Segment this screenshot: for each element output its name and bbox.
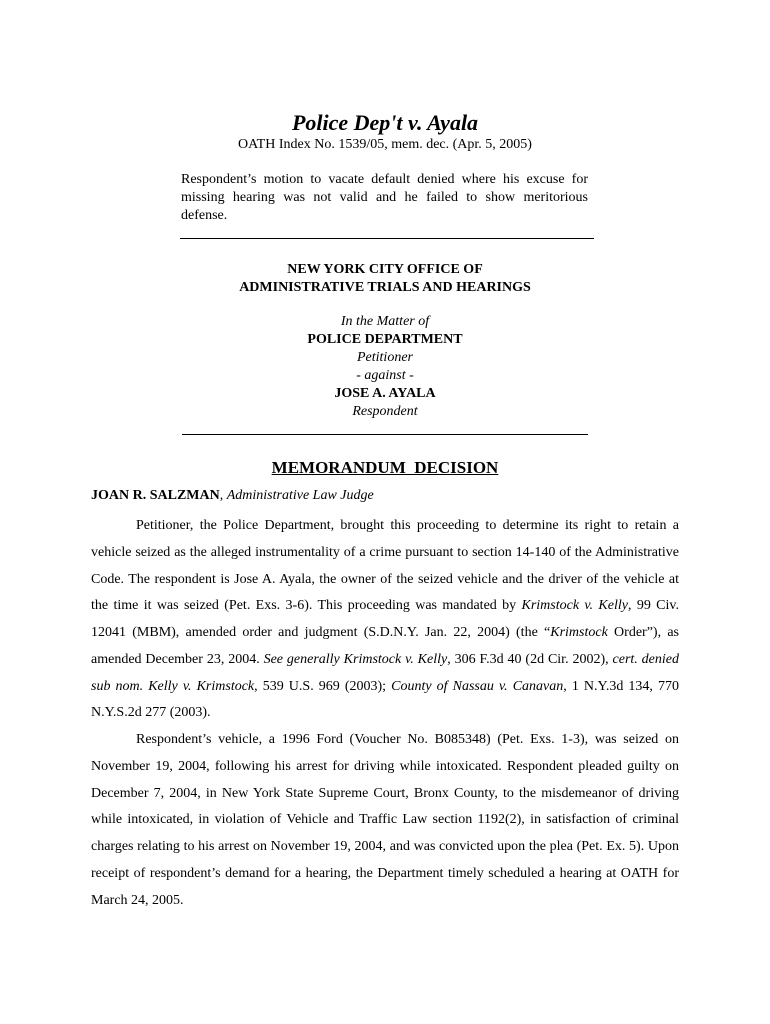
paragraph [91, 727, 679, 914]
body-text-run: , 306 F.3d 40 (2d Cir. 2002), [447, 651, 613, 667]
body-text-run: Petitioner, the Police Department, brought this proceeding to determine its right to retain a vehicle seized as the alleged instrumentality of a crime pursuant to section 14-140 of the Administrative Code. The respondent is Jose A. Ayala, the owner of the seized vehicle and the driver of the vehicle at the time it was seized (Pet. Exs. 3-6). This proceeding was mandated by [91, 518, 679, 614]
italic-citation-text: Krimstock v. Kelly [521, 598, 628, 614]
case-title: Police Dep't v. Ayala [291, 110, 479, 135]
against-label: - against - [356, 368, 414, 383]
memorandum-heading: MEMORANDUM DECISION [271, 458, 499, 477]
headnote: Respondent’s motion to vacate default denied where his excuse for missing hearing was not valid and he failed to show meritorious defense. [181, 172, 588, 223]
case-caption [0, 313, 770, 421]
judge-line [91, 487, 691, 505]
judge-title: Administrative Law Judge [226, 488, 374, 503]
italic-citation-text: County of Nassau v. Canavan [391, 678, 564, 694]
body-text-run: , 1 N.Y.3d 134, 770 N.Y.S.2d 277 (2003). [91, 678, 679, 721]
agency-line-1: NEW YORK CITY OFFICE OF [287, 262, 483, 277]
judge-separator: , [219, 488, 227, 503]
body-text-run: Order”), as amended December 23, 2004. [91, 625, 679, 667]
judge-name: JOAN R. SALZMAN [91, 488, 220, 503]
italic-citation-text: See generally Krimstock v. Kelly [263, 651, 448, 667]
in-the-matter-of: In the Matter of [340, 314, 430, 329]
body-text-run: , 99 Civ. 12041 (MBM), amended order and judgment (S.D.N.Y. Jan. 22, 2004) (the “ [91, 598, 679, 640]
respondent-label: Respondent [352, 404, 418, 419]
agency-line-2: ADMINISTRATIVE TRIALS AND HEARINGS [239, 280, 531, 295]
decision-body [91, 513, 679, 914]
case-citation: OATH Index No. 1539/05, mem. dec. (Apr. 5, 2005) [238, 137, 532, 152]
horizontal-rule [182, 434, 588, 435]
agency-heading [0, 261, 770, 297]
respondent-name: JOSE A. AYALA [334, 386, 436, 401]
petitioner-label: Petitioner [357, 350, 413, 365]
body-text-run: , 539 U.S. 969 (2003); [254, 678, 392, 694]
italic-citation-text: cert. denied sub nom. Kelly v. Krimstock [91, 651, 679, 694]
body-text-run: Respondent’s vehicle, a 1996 Ford (Voucher No. B085348) (Pet. Exs. 1-3), was seized on November 19, 2004, following his arrest for driving while intoxicated. Respondent pleaded guilty on December 7, 2004, in New York State Supreme Court, Bronx County, to the misdemeanor of driving while intoxicated, in violation of Vehicle and Traffic Law section 1192(2), in satisfaction of criminal charges relating to his arrest on November 19, 2004, and was convicted upon the plea (Pet. Ex. 5). Upon receipt of respondent’s demand for a hearing, the Department timely scheduled a hearing at OATH for March 24, 2005. [91, 732, 679, 908]
italic-citation-text: Krimstock [550, 625, 608, 640]
petitioner-name: POLICE DEPARTMENT [307, 332, 463, 347]
horizontal-rule [180, 238, 594, 239]
paragraph [91, 513, 679, 727]
